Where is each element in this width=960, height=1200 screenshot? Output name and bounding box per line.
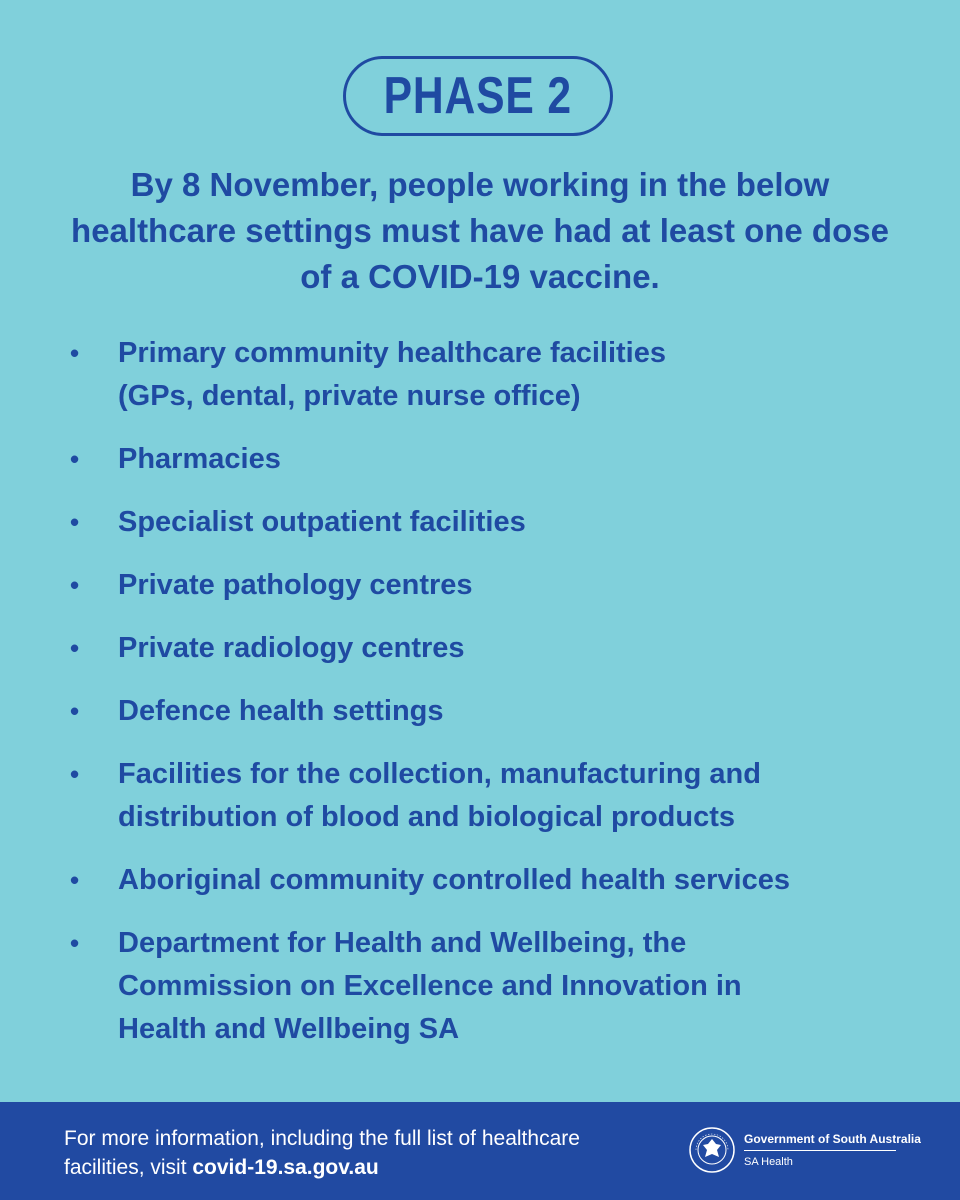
bullet-icon: • — [70, 865, 80, 895]
list-item — [60, 627, 920, 670]
healthcare-settings-list — [60, 332, 920, 1071]
list-item-text: Primary community healthcare facilities (GPs, dental, private nurse office) — [118, 337, 666, 412]
bullet-icon: • — [70, 696, 80, 726]
government-name: Government of South Australia — [744, 1132, 921, 1146]
bullet-icon: • — [70, 338, 80, 368]
footer-link[interactable]: covid-19.sa.gov.au — [192, 1156, 379, 1179]
list-item — [60, 564, 920, 607]
list-item — [60, 332, 920, 418]
bullet-icon: • — [70, 759, 80, 789]
list-item-text: Department for Health and Wellbeing, the Commission on Excellence and Innovation in Health and Wellbeing SA — [118, 927, 742, 1045]
bullet-icon: • — [70, 633, 80, 663]
list-item-text: Aboriginal community controlled health services — [118, 864, 790, 896]
list-item — [60, 690, 920, 733]
list-item-text: Private pathology centres — [118, 569, 473, 601]
footer-bar — [0, 1102, 960, 1200]
page-title: PHASE 2 — [383, 67, 573, 125]
list-item-text: Pharmacies — [118, 443, 281, 475]
bullet-icon: • — [70, 444, 80, 474]
list-item — [60, 753, 920, 839]
list-item — [60, 859, 920, 902]
logo-divider — [744, 1150, 896, 1151]
bullet-icon: • — [70, 928, 80, 958]
list-item-text: Facilities for the collection, manufacturing and distribution of blood and biological products — [118, 758, 761, 833]
list-item — [60, 501, 920, 544]
phase-badge — [343, 56, 613, 136]
list-item-text: Specialist outpatient facilities — [118, 506, 526, 538]
list-item-text: Defence health settings — [118, 695, 444, 727]
list-item — [60, 922, 920, 1051]
list-item-text: Private radiology centres — [118, 632, 465, 664]
crest-icon — [688, 1126, 736, 1174]
bullet-icon: • — [70, 570, 80, 600]
government-logo — [688, 1126, 921, 1178]
footer-info-text: For more information, including the full list of healthcare facilities, visit — [64, 1127, 580, 1179]
bullet-icon: • — [70, 507, 80, 537]
footer-info — [64, 1124, 624, 1182]
department-name: SA Health — [744, 1156, 793, 1168]
list-item — [60, 438, 920, 481]
intro-text: By 8 November, people working in the below healthcare settings must have had at least one dose of a COVID-19 vaccine. — [71, 166, 889, 295]
